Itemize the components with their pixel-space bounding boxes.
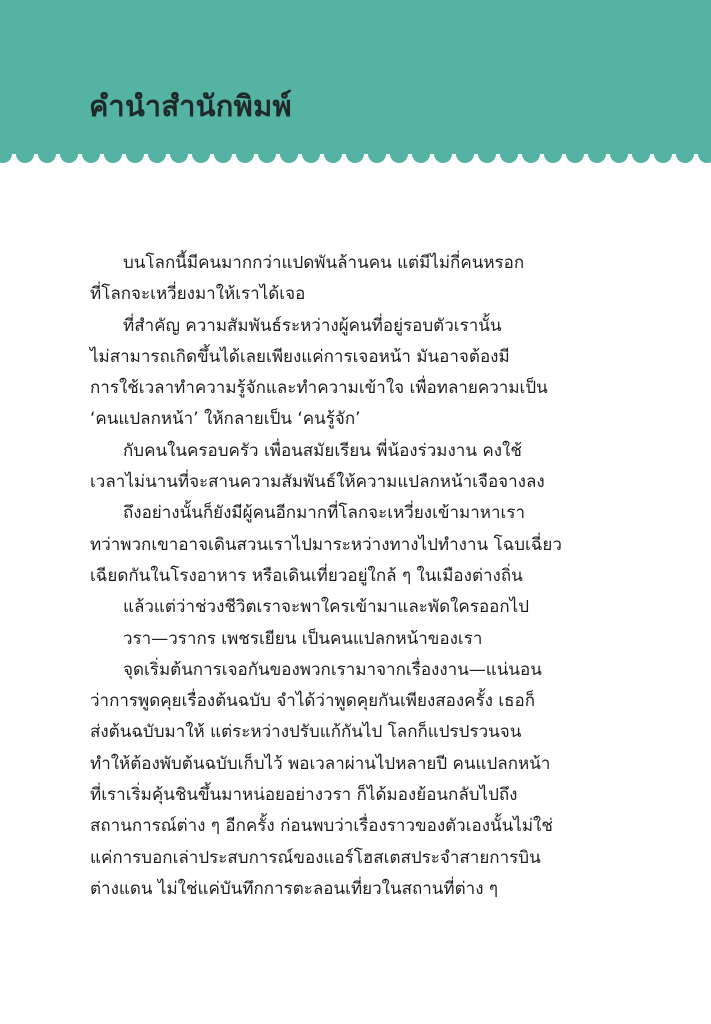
header-band: [0, 0, 711, 154]
body-line: ทำให้ต้องพับต้นฉบับเก็บไว้ พอเวลาผ่านไปหลายปี คนแปลกหน้า: [90, 753, 551, 774]
body-line: ทว่าพวกเขาอาจเดินสวนเราไปมาระหว่างทางไปทำงาน โฉบเฉี่ยว: [90, 534, 562, 555]
body-line: กับคนในครอบครัว เพื่อนสมัยเรียน พี่น้องร่วมงาน คงใช้: [123, 440, 522, 461]
body-line: สถานการณ์ต่าง ๆ อีกครั้ง ก่อนพบว่าเรื่องราวของตัวเองนั้นไม่ใช่: [90, 816, 553, 837]
body-line: ‘คนแปลกหน้า’ ให้กลายเป็น ‘คนรู้จัก’: [90, 409, 361, 430]
scalloped-edge: [0, 140, 711, 166]
body-line: จุดเริ่มต้นการเจอกันของพวกเรามาจากเรื่องงาน—แน่นอน: [123, 659, 542, 680]
preface-body: [90, 248, 575, 905]
body-line: บนโลกนี้มีคนมากกว่าแปดพันล้านคน แต่มีไม่กี่คนหรอก: [123, 253, 525, 273]
body-line: เวลาไม่นานที่จะสานความสัมพันธ์ให้ความแปลกหน้าเจือจางลง: [90, 472, 545, 493]
body-line: ที่สำคัญ ความสัมพันธ์ระหว่างผู้คนที่อยู่รอบตัวเรานั้น: [123, 315, 502, 336]
body-line: ต่างแดน ไม่ใช่แค่บันทึกการตะลอนเที่ยวในสถานที่ต่าง ๆ: [90, 878, 499, 899]
body-line: ที่เราเริ่มคุ้นชินขึ้นมาหน่อยอย่างวรา ก็ได้มองย้อนกลับไปถึง: [90, 785, 518, 806]
body-line: แล้วแต่ว่าช่วงชีวิตเราจะพาใครเข้ามาและพัดใครออกไป: [123, 597, 529, 618]
page-title: คำนำสำนักพิมพ์: [89, 89, 292, 123]
body-line: ว่าการพูดคุยเรื่องต้นฉบับ จำได้ว่าพูดคุยกันเพียงสองครั้ง เธอก็: [90, 691, 536, 712]
body-line: การใช้เวลาทำความรู้จักและทำความเข้าใจ เพื่อทลายความเป็น: [90, 378, 548, 399]
body-line: ที่โลกจะเหวี่ยงมาให้เราได้เจอ: [90, 284, 306, 305]
body-line: ส่งต้นฉบับมาให้ แต่ระหว่างปรับแก้กันไป โลกก็แปรปรวนจน: [90, 722, 522, 743]
body-line: แค่การบอกเล่าประสบการณ์ของแอร์โฮสเตสประจำสายการบิน: [90, 847, 541, 868]
body-line: ไม่สามารถเกิดขึ้นได้เลยเพียงแค่การเจอหน้า มันอาจต้องมี: [90, 346, 510, 367]
body-line: วรา—วรากร เพชรเยียน เป็นคนแปลกหน้าของเรา: [123, 628, 483, 649]
body-line: เฉียดกันในโรงอาหาร หรือเดินเที่ยวอยู่ใกล้ ๆ ในเมืองต่างถิ่น: [90, 565, 523, 586]
body-line: ถึงอย่างนั้นก็ยังมีผู้คนอีกมากที่โลกจะเหวี่ยงเข้ามาหาเรา: [123, 503, 526, 524]
